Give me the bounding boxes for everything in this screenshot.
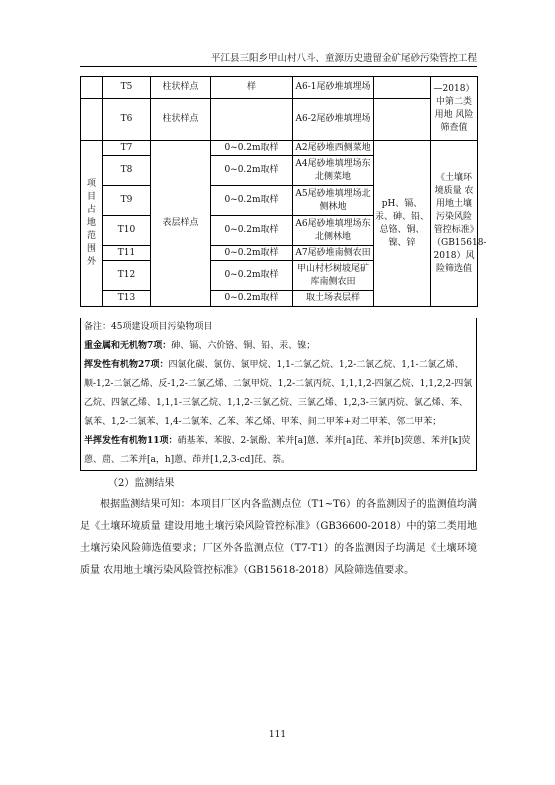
- section-title: （2）监测结果: [108, 478, 175, 489]
- sampling-depth: 0~0.2m取样: [211, 291, 293, 307]
- table-cell: [374, 77, 431, 99]
- table-cell: [81, 77, 103, 99]
- point-location: A7尾砂堆南侧农田: [293, 246, 374, 261]
- point-id: T12: [103, 261, 151, 291]
- point-id: T6: [103, 99, 151, 141]
- group-label: [81, 141, 103, 307]
- pollutant-notes: [80, 318, 477, 471]
- voc-line: [84, 356, 473, 432]
- point-location: A5尾砂堆填埋场北侧林地: [293, 186, 374, 216]
- voc-label: 挥发性有机物27项：: [84, 360, 169, 370]
- sampling-depth: 样: [211, 77, 293, 99]
- sampling-depth: [211, 99, 293, 141]
- remark-line: 备注：45项建设项目污染物项目: [84, 322, 213, 332]
- table-row: [81, 141, 478, 156]
- metals-line: [84, 337, 473, 356]
- monitoring-table: [80, 76, 487, 307]
- point-location: A6尾砂堆填埋场东北侧林地: [293, 216, 374, 246]
- sampling-depth: 0~0.2m取样: [211, 156, 293, 186]
- sampling-depth: 0~0.2m取样: [211, 141, 293, 156]
- result-paragraph: 根据监测结果可知：本项目厂区内各监测点位（T1~T6）的各监测因子的监测值均满足《土壤环境质量 建设用地土壤污染风险管控标准》（GB36600-2018）中的第二类用地土壤污染风险筛选值要求；厂区外各监测点位（T7-T1）的各监测因子均满足《土壤环境质量 农用地土壤污染风险管控标准》（GB15618-2018）风险筛选值要求。: [80, 499, 477, 576]
- point-type: 表层样点: [151, 141, 211, 307]
- point-id: T5: [103, 77, 151, 99]
- sampling-depth: 0~0.2m取样: [211, 216, 293, 246]
- point-id: T11: [103, 246, 151, 261]
- point-id: T13: [103, 291, 151, 307]
- table-cell: [374, 99, 431, 141]
- point-id: T9: [103, 186, 151, 216]
- point-location: A6-2尾砂堆填埋场: [293, 99, 374, 141]
- sampling-depth: 0~0.2m取样: [211, 186, 293, 216]
- monitoring-factors: pH、镉、汞、砷、铅、总铬、铜、镍、锌: [374, 141, 431, 307]
- metals-text: 砷、镉、六价铬、铜、铅、汞、镍；: [171, 341, 316, 351]
- point-type: 柱状样点: [151, 99, 211, 141]
- group-label-text: 项目占地范围外: [86, 179, 96, 267]
- svoc-line: [84, 432, 473, 470]
- table-row: [81, 99, 478, 141]
- standard-top: —2018）中第二类用地 风险筛查值: [431, 77, 478, 141]
- page-number: 111: [268, 730, 287, 740]
- sampling-depth: 0~0.2m取样: [211, 246, 293, 261]
- page-header: 平江县三阳乡甲山村八斗、童源历史遗留金矿尾砂污染管控工程: [210, 53, 477, 64]
- sampling-depth: 0~0.2m取样: [211, 261, 293, 291]
- point-id: T8: [103, 156, 151, 186]
- standard-bottom: 《土壤环境质量 农用地土壤污染风险管控标准》（GB15618-2018）风险筛选值: [431, 141, 478, 307]
- point-location: A4尾砂堆填埋场东北侧菜地: [293, 156, 374, 186]
- point-id: T10: [103, 216, 151, 246]
- voc-text: 四氯化碳、氯仿、氯甲烷、1,1-二氯乙烷、1,2-二氯乙烷、1,1-二氯乙烯、顺-1,2-二氯乙烯、反-1,2-二氯乙烯、二氯甲烷、1,2-二氯丙烷、1,1,1,2-四氯乙烷、1,1,2,2-四氯乙烷、四氯乙烯、1,1,1-三氯乙烷、1,1,2-三氯乙烷、三氯乙烯、1,2,3-三氯丙烷、氯乙烯、苯、氯苯、1,2-二氯苯、1,4-二氯苯、乙苯、苯乙烯、甲苯、间二甲苯+对二甲苯、邻二甲苯；: [84, 360, 473, 427]
- svoc-label: 半挥发性有机物11项：: [84, 436, 178, 446]
- point-location: A6-1尾砂堆填埋场: [293, 77, 374, 99]
- metals-label: 重金属和无机物7项：: [84, 341, 172, 351]
- point-location: 甲山村杉树坡尾矿库南侧农田: [293, 261, 374, 291]
- point-location: A2尾砂堆西侧菜地: [293, 141, 374, 156]
- point-location: 取土场表层样: [293, 291, 374, 307]
- table-row: [81, 77, 478, 99]
- table-cell: [81, 99, 103, 141]
- point-type: 柱状样点: [151, 77, 211, 99]
- svoc-text: 硝基苯、苯胺、2-氯酚、苯并[a]蒽、苯并[a]芘、苯并[b]荧蒽、苯并[k]荧蒽、䓛、二苯并[a，h]蒽、茚并[1,2,3-cd]芘、萘。: [84, 436, 471, 465]
- header-rule: [80, 66, 477, 67]
- point-id: T7: [103, 141, 151, 156]
